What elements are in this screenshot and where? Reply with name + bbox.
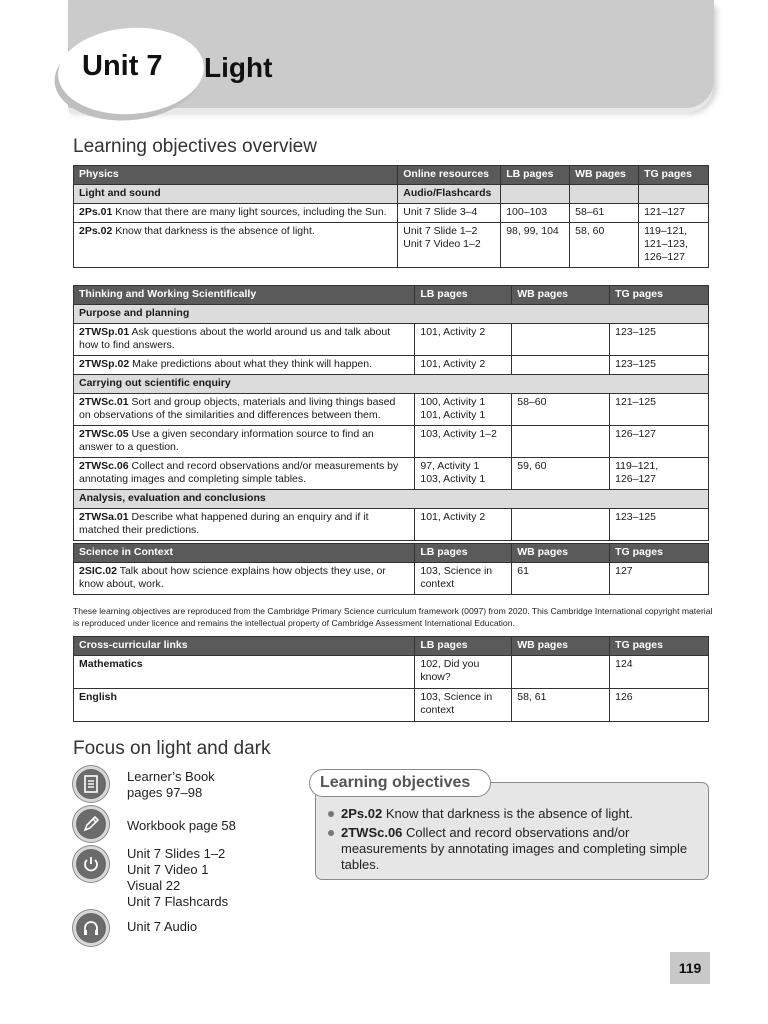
unit-label: Unit 7 <box>82 50 163 82</box>
copyright-note: These learning objectives are reproduced from the Cambridge Primary Science curriculum framework (0097) from 2020. This Cambridge International copyright material is reproduced under licence and remains the intellectual property of Cambridge Assessment International Education. <box>73 606 713 628</box>
tws-table <box>73 285 709 541</box>
table-row: 2TWSp.02 Make predictions about what they think will happen. 101, Activity 2 123–125 <box>74 356 709 375</box>
header-cell: Cross-curricular links <box>74 637 415 656</box>
table-row: Mathematics 102, Did you know? 124 <box>74 656 709 689</box>
header-cell: Online resources <box>398 166 501 185</box>
header-cell: LB pages <box>415 637 512 656</box>
headphones-icon <box>73 910 109 946</box>
objective-cell: 2Ps.02 Know that darkness is the absence of light. <box>74 223 398 268</box>
physics-table <box>73 165 709 268</box>
header-cell: TG pages <box>610 637 709 656</box>
resource-workbook: Workbook page 58 <box>127 818 236 833</box>
table-row: English 103, Science in context 58, 61 126 <box>74 689 709 722</box>
focus-title: Focus on light and dark <box>73 738 271 759</box>
subheader-cell: Audio/Flashcards <box>398 185 501 204</box>
learning-objectives-title: Learning objectives <box>309 769 491 797</box>
header-cell: LB pages <box>415 286 512 305</box>
header-cell: TG pages <box>610 544 709 563</box>
header-cell: WB pages <box>512 637 610 656</box>
table-row: 2TWSp.01 Ask questions about the world around us and talk about how to find answers. 101, Activity 2 123–125 <box>74 324 709 356</box>
header-cell: LB pages <box>501 166 570 185</box>
subheader-cell: Light and sound <box>74 185 398 204</box>
pencil-icon <box>73 806 109 842</box>
power-icon <box>73 846 109 882</box>
resource-audio: Unit 7 Audio <box>127 919 198 934</box>
overview-title: Learning objectives overview <box>73 136 317 157</box>
list-item: 2Ps.02 Know that darkness is the absence of light. <box>328 806 700 822</box>
unit-title: Light <box>204 52 273 83</box>
header-cell: WB pages <box>512 286 610 305</box>
page-number: 119 <box>670 952 710 984</box>
objective-cell: 2Ps.01 Know that there are many light sources, including the Sun. <box>74 204 398 223</box>
header-cell: WB pages <box>570 166 639 185</box>
table-row: 2TWSc.01 Sort and group objects, materials and living things based on observations of the similarities and differences between them. 100, Activity 1 101, Activity 1 58–60 121–125 <box>74 394 709 426</box>
subheader-cell: Purpose and planning <box>74 305 709 324</box>
table-row: 2Ps.02 Know that darkness is the absence of light. Unit 7 Slide 1–2 Unit 7 Video 1–2 98, 99, 104 58, 60 119–121, 121–123, 126–127 <box>74 223 709 268</box>
subheader-cell: Analysis, evaluation and conclusions <box>74 490 709 509</box>
header-cell: Science in Context <box>74 544 415 563</box>
header-cell: TG pages <box>639 166 709 185</box>
header-cell: Physics <box>74 166 398 185</box>
header-cell: WB pages <box>512 544 610 563</box>
learning-objectives-list <box>328 806 700 876</box>
header-cell: TG pages <box>610 286 709 305</box>
table-row: 2SIC.02 Talk about how science explains how objects they use, or know about, work. 103, Science in context 61 127 <box>74 563 709 595</box>
table-row: 2TWSa.01 Describe what happened during an enquiry and if it matched their predictions. 101, Activity 2 123–125 <box>74 509 709 541</box>
book-icon <box>73 766 109 802</box>
resource-digital: Unit 7 Slides 1–2 Unit 7 Video 1 Visual 22 Unit 7 Flashcards <box>127 846 229 909</box>
sic-table <box>73 543 709 595</box>
list-item: 2TWSc.06 Collect and record observations and/or measurements by annotating images and completing simple tables. <box>328 825 700 873</box>
table-row: 2TWSc.05 Use a given secondary information source to find an answer to a question. 103, Activity 1–2 126–127 <box>74 426 709 458</box>
cross-curricular-table <box>73 636 709 722</box>
subheader-cell: Carrying out scientific enquiry <box>74 375 709 394</box>
table-row: 2Ps.01 Know that there are many light sources, including the Sun. Unit 7 Slide 3–4 100–103 58–61 121–127 <box>74 204 709 223</box>
header-cell: LB pages <box>415 544 512 563</box>
table-row: 2TWSc.06 Collect and record observations and/or measurements by annotating images and completing simple tables. 97, Activity 1 103, Activity 1 59, 60 119–121, 126–127 <box>74 458 709 490</box>
header-cell: Thinking and Working Scientifically <box>74 286 415 305</box>
resource-learners-book: Learner’s Book pages 97–98 <box>127 769 215 800</box>
